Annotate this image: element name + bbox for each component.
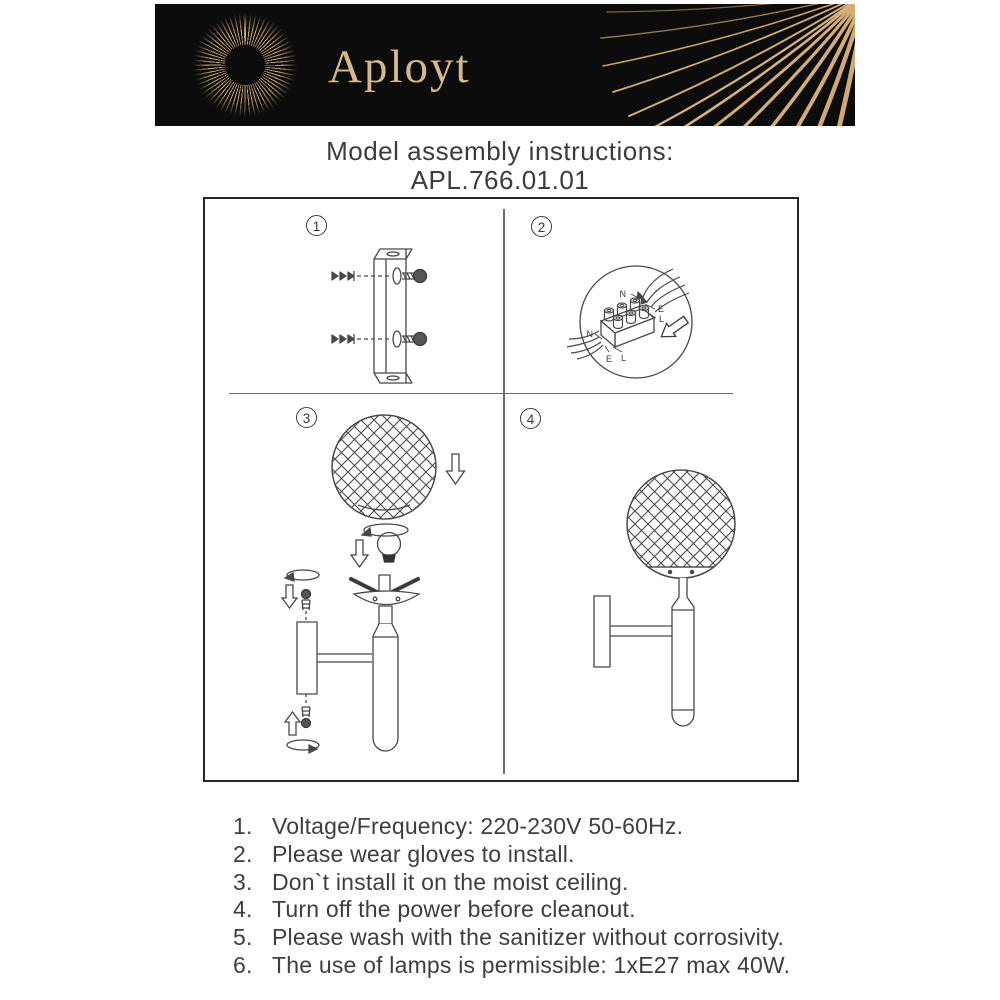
item-number: 6. <box>233 951 253 978</box>
up-arrow-icon <box>285 712 300 735</box>
wire-label-e: E <box>658 304 665 314</box>
bracket-hole <box>393 268 401 284</box>
item-number: 5. <box>233 924 253 951</box>
instruction-item <box>233 924 858 952</box>
item-text: Please wash with the sanitizer without corrosivity. <box>272 924 785 951</box>
down-arrow-icon <box>447 454 465 484</box>
wall-anchor-icon <box>332 271 392 281</box>
item-text: The use of lamps is permissible: 1xE27 max 40W. <box>272 951 791 978</box>
instruction-item <box>233 869 858 897</box>
arm <box>610 626 672 636</box>
lamp-body <box>672 578 694 726</box>
step-2-wiring-drawing <box>505 199 801 394</box>
down-arrow-icon <box>282 585 297 608</box>
brand-banner <box>155 4 855 126</box>
step-1-bracket-drawing <box>205 199 505 394</box>
wire-label-e2: E <box>606 354 613 364</box>
wire-label-l: L <box>659 314 665 324</box>
assembly-diagram <box>203 197 799 782</box>
item-number: 1. <box>233 813 253 839</box>
step-3-exploded-drawing <box>205 394 505 784</box>
step-1-badge: 1 <box>306 215 327 236</box>
step-4-badge: 4 <box>520 408 541 429</box>
item-text: Turn off the power before cleanout. <box>272 896 636 923</box>
globe-shade <box>627 470 735 578</box>
lamp-body <box>373 624 398 751</box>
item-text: Don`t install it on the moist ceiling. <box>272 868 629 895</box>
model-number: APL.766.01.01 <box>410 165 590 195</box>
wire-label-n: N <box>619 289 626 299</box>
wire-label-n2: N <box>586 329 593 339</box>
page-title: Model assembly instructions: <box>326 136 674 166</box>
screw-icon <box>282 570 319 622</box>
instruction-item <box>233 813 858 841</box>
instruction-item <box>233 896 858 924</box>
instruction-item <box>233 952 858 980</box>
item-number: 2. <box>233 840 253 867</box>
wire-label-l2: L <box>621 353 627 363</box>
item-text: Voltage/Frequency: 220-230V 50-60Hz. <box>272 813 684 839</box>
item-number: 4. <box>233 896 253 923</box>
screw-icon <box>285 694 319 753</box>
bracket-hole <box>393 331 401 347</box>
wall-plate <box>297 622 317 694</box>
arm <box>317 654 372 662</box>
instruction-list <box>193 813 858 980</box>
step-3-badge: 3 <box>296 407 317 428</box>
step-2-badge: 2 <box>531 216 552 237</box>
rotate-arrow-icon <box>362 524 408 536</box>
step-4-assembled-drawing <box>505 394 801 784</box>
corner-rays-icon <box>155 4 855 126</box>
wall-anchor-icon <box>332 334 392 344</box>
item-text: Please wear gloves to install. <box>272 840 575 867</box>
wall-plate <box>594 596 610 667</box>
socket-holder <box>351 575 419 624</box>
brand-name: Aployt <box>328 41 471 93</box>
down-arrow-icon <box>351 540 368 567</box>
instruction-item <box>233 841 858 869</box>
item-number: 3. <box>233 868 253 895</box>
bulb-icon <box>378 533 401 563</box>
